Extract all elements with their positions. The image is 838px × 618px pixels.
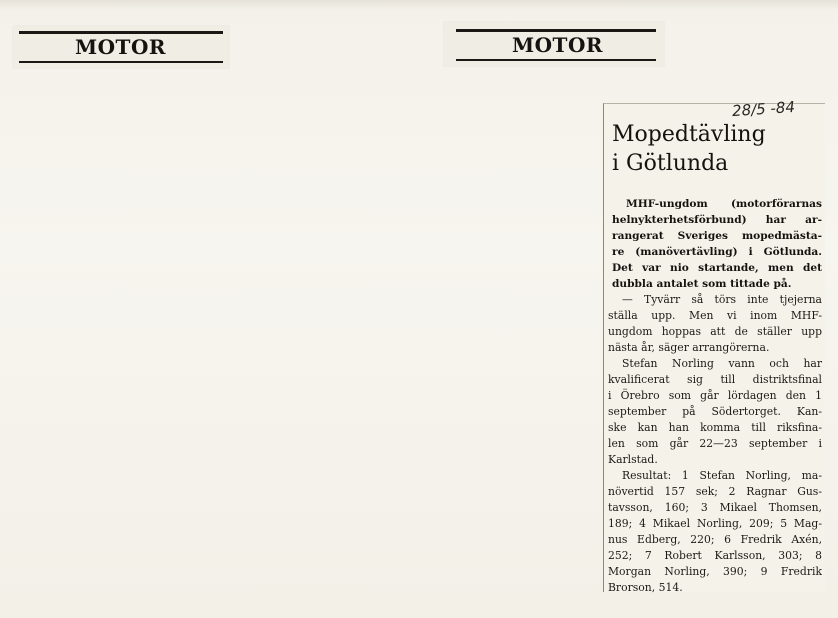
section-header-left	[13, 26, 229, 68]
lead-line: Det var nio startande, men det	[612, 262, 822, 274]
body-line: kvalificerat sig till distriktsfinal	[608, 373, 822, 386]
header-rule-top	[456, 29, 656, 32]
body-line: nästa år, säger arrangörerna.	[608, 341, 770, 354]
header-rule-top	[19, 31, 223, 34]
header-rule-bottom	[456, 59, 656, 61]
body-line: nus Edberg, 220; 6 Fredrik Axén,	[608, 533, 822, 546]
body-line: növertid 157 sek; 2 Ragnar Gus-	[608, 485, 822, 498]
lead-line: rangerat Sveriges mopedmästa-	[612, 230, 822, 242]
body-line: Karlstad.	[608, 453, 658, 466]
body-line: 252; 7 Robert Karlsson, 303; 8	[608, 549, 822, 562]
body-line: Morgan Norling, 390; 9 Fredrik	[608, 565, 822, 578]
section-header-right	[444, 22, 664, 66]
body-line: Brorson, 514.	[608, 581, 683, 594]
lead-line: MHF-ungdom (motorförarnas	[626, 198, 822, 210]
body-line: ställa upp. Men vi inom MHF-	[608, 309, 822, 322]
handwritten-date: 28/5 -84	[731, 97, 796, 121]
section-label: MOTOR	[75, 35, 166, 59]
headline-line: Mopedtävling	[612, 122, 766, 147]
body-line: 189; 4 Mikael Norling, 209; 5 Mag-	[608, 517, 822, 530]
body-line: tavsson, 160; 3 Mikael Thomsen,	[608, 501, 822, 514]
body-line: ske kan han komma till riksfina-	[608, 421, 822, 434]
body-line: ungdom hoppas att de ställer upp	[608, 325, 822, 338]
section-label: MOTOR	[512, 33, 603, 57]
header-rule-bottom	[19, 61, 223, 63]
body-line: len som går 22—23 september i	[608, 437, 822, 450]
article-headline	[612, 120, 817, 178]
article-body	[608, 292, 822, 596]
body-line: Resultat: 1 Stefan Norling, ma-	[622, 469, 822, 482]
article-lead	[612, 196, 822, 292]
headline-line: i Götlunda	[612, 151, 729, 176]
article-clipping	[603, 97, 825, 594]
body-line: Stefan Norling vann och har	[622, 357, 822, 370]
page-edge-shadow	[0, 0, 838, 10]
body-line: i Örebro som går lördagen den 1	[608, 389, 822, 402]
body-line: september på Södertorget. Kan-	[608, 405, 822, 418]
lead-line: helnykterhetsförbund) har ar-	[612, 214, 822, 226]
lead-line: dubbla antalet som tittade på.	[612, 278, 792, 290]
body-line: — Tyvärr så törs inte tjejerna	[622, 293, 822, 306]
lead-line: re (manövertävling) i Götlunda.	[612, 246, 822, 258]
